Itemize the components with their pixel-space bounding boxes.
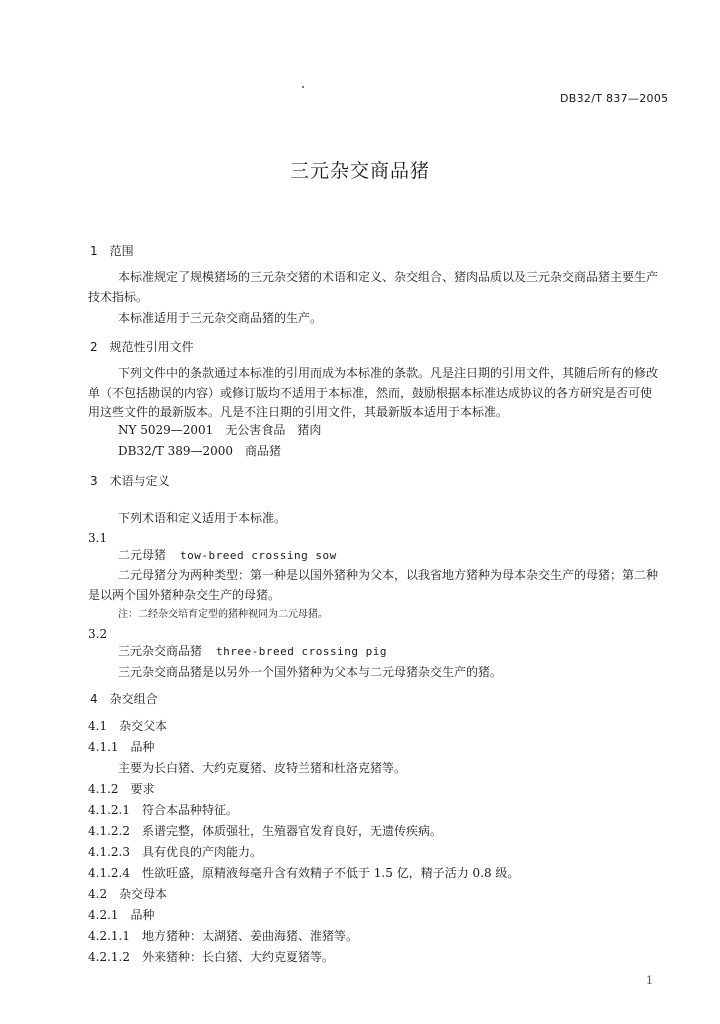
document-title: 三元杂交商品猪: [289, 160, 430, 182]
section-1-paragraph-2: 本标准适用于三元杂交商品猪的生产。: [118, 311, 323, 325]
scan-speck: [302, 86, 304, 88]
paragraph-4-2-1-1: 4.2.1.1 地方猪种：太湖猪、姜曲海猪、淮猪等。: [88, 929, 358, 943]
reference-2: DB32/T 389—2000 商品猪: [118, 444, 282, 458]
term-2-number: 3.2: [88, 627, 108, 641]
term-2-chinese: 三元杂交商品猪: [118, 644, 203, 658]
requirement-4-1-2-4: 4.1.2.4 性欲旺盛，原精液每毫升含有效精子不低于 1.5 亿，精子活力 0.8 级。: [88, 866, 520, 880]
requirement-4-1-2-3: 4.1.2.3 具有优良的产肉能力。: [88, 845, 262, 859]
standard-code: DB32/T 837—2005: [560, 92, 669, 105]
heading-4-2: 4.2 杂交母本: [88, 887, 168, 901]
paragraph-4-2-1-2: 4.2.1.2 外来猪种：长白猪、大约克夏猪等。: [88, 950, 334, 964]
section-4-heading: 4 杂交组合: [90, 692, 158, 706]
page-number: 1: [646, 974, 653, 987]
term-1-chinese: 二元母猪: [118, 548, 167, 562]
requirement-4-1-2-1: 4.1.2.1 符合本品种特征。: [88, 803, 238, 817]
heading-4-2-1: 4.2.1 品种: [88, 908, 155, 922]
term-1-number: 3.1: [88, 531, 108, 545]
term-1-note: 注：二经杂交培育定型的猪种视同为二元母猪。: [118, 609, 328, 620]
section-2-paragraph: 下列文件中的条款通过本标准的引用而成为本标准的条款。凡是注日期的引用文件，其随后所有的修改单（不包括勘误的内容）或修订版均不适用于本标准，然而，鼓励根据本标准达成协议的各方研究是否可使用这些文件的最新版本。凡是不注日期的引用文件，其最新版本适用于本标准。: [88, 366, 659, 419]
section-3-heading: 3 术语与定义: [90, 474, 170, 488]
term-2-heading: [118, 641, 387, 662]
section-1-heading: 1 范围: [90, 244, 134, 258]
section-1-paragraph-1: 本标准规定了规模猪场的三元杂交猪的术语和定义、杂交组合、猪肉品质以及三元杂交商品猪主要生产技术指标。: [88, 270, 659, 304]
term-1-definition: 二元母猪分为两种类型：第一种是以国外猪种为父本，以我省地方猪种为母本杂交生产的母猪；第二种是以两个国外猪种杂交生产的母猪。: [88, 568, 659, 602]
paragraph-4-1-1: 主要为长白猪、大约克夏猪、皮特兰猪和杜洛克猪等。: [118, 761, 407, 775]
section-3-intro: 下列术语和定义适用于本标准。: [118, 511, 287, 525]
requirement-4-1-2-2: 4.1.2.2 系谱完整，体质强壮，生殖器官发育良好，无遗传疾病。: [88, 824, 442, 838]
heading-4-1-2: 4.1.2 要求: [88, 782, 155, 796]
heading-4-1: 4.1 杂交父本: [88, 719, 168, 733]
term-1-heading: [118, 545, 337, 566]
reference-1: NY 5029—2001 无公害食品 猪肉: [118, 423, 322, 437]
term-2-definition: 三元杂交商品猪是以另外一个国外猪种为父本与二元母猪杂交生产的猪。: [118, 665, 503, 679]
section-2-heading: 2 规范性引用文件: [90, 340, 194, 354]
term-1-english: tow-breed crossing sow: [180, 549, 337, 562]
term-2-english: three-breed crossing pig: [216, 645, 387, 658]
heading-4-1-1: 4.1.1 品种: [88, 740, 155, 754]
